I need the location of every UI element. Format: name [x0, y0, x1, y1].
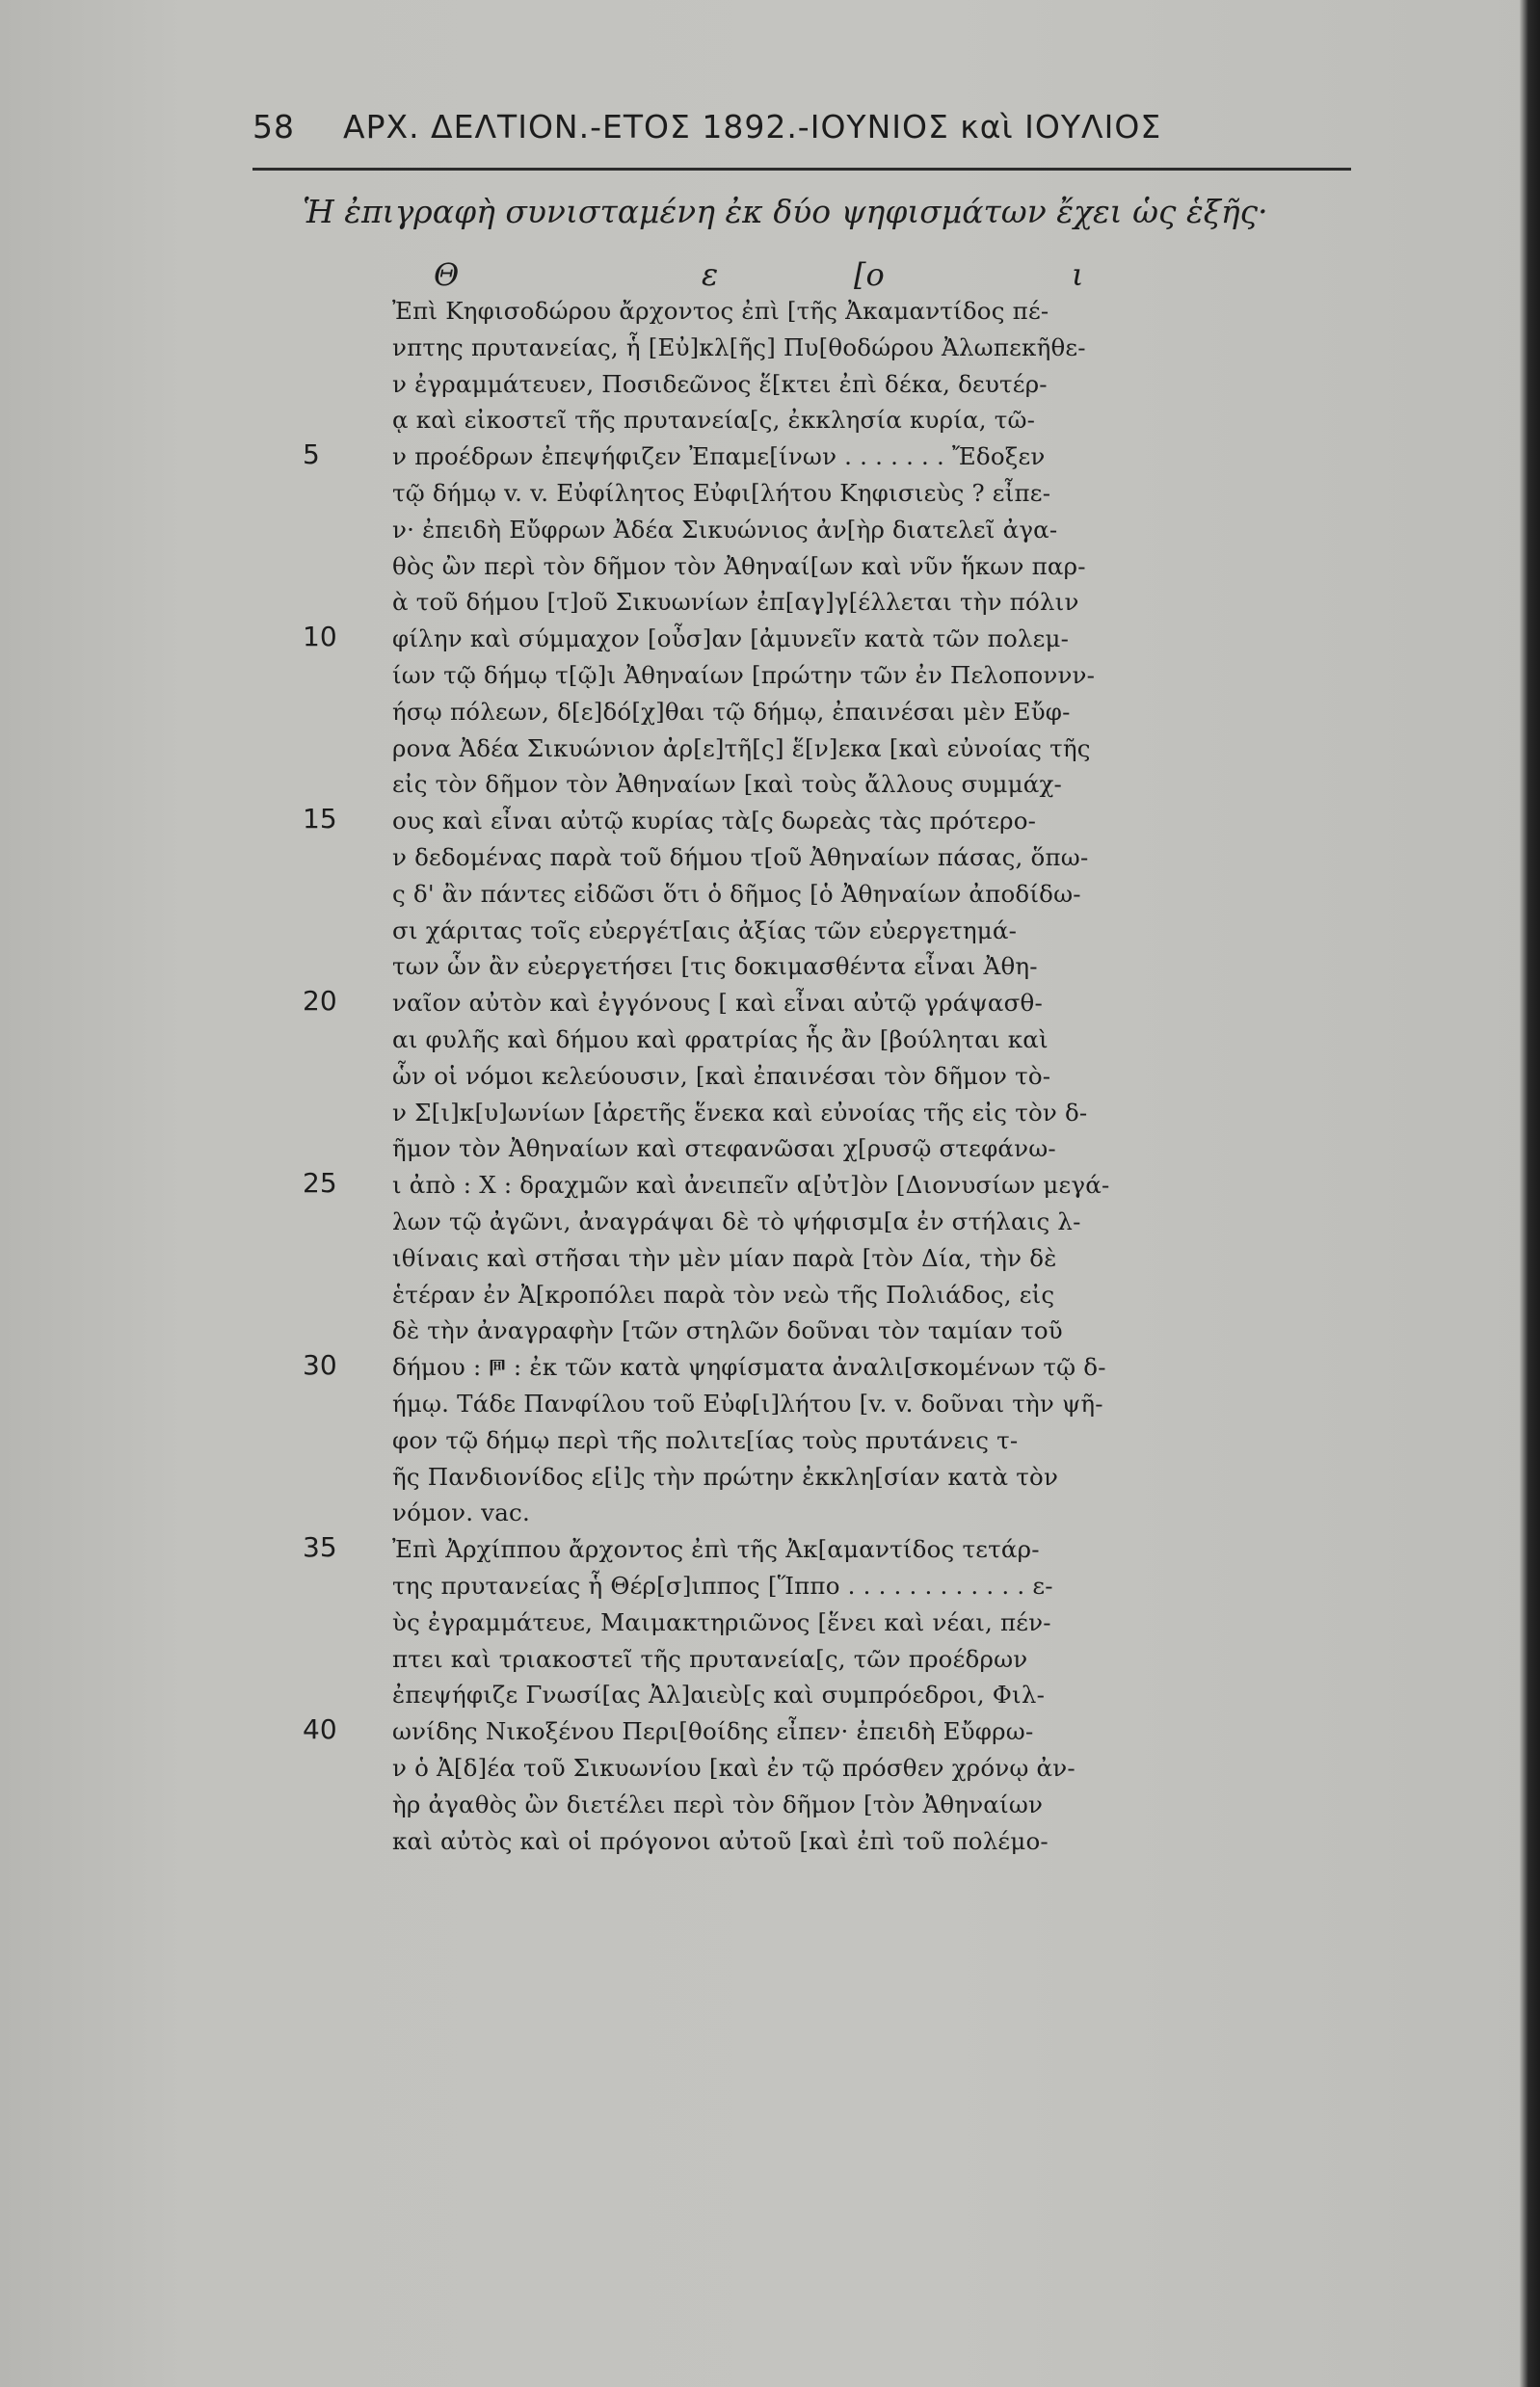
line-number: 20 [303, 985, 337, 1018]
inscription-line: Ἐπὶ Κηφισοδώρου ἄρχοντος ἐπὶ [τῆς Ἀκαμαντίδος πέ- [392, 297, 1049, 325]
inscription-line: ἑτέραν ἐν Ἀ[κροπόλει παρὰ τὸν νεὼ τῆς Πολιάδος, εἰς [392, 1280, 1055, 1309]
inscription-line: καὶ αὐτὸς καὶ οἱ πρόγονοι αὐτοῦ [καὶ ἐπὶ τοῦ πολέμο- [392, 1826, 1049, 1855]
line-number: 35 [303, 1531, 337, 1564]
inscription-line: ᾳ καὶ εἰκοστεῖ τῆς πρυτανεία[ς, ἐκκλησία κυρία, τῶ- [392, 406, 1036, 435]
running-title: ΑΡΧ. ΔΕΛΤΙΟΝ.-ΕΤΟΣ 1892.-ΙΟΥΝΙΟΣ καὶ ΙΟΥΛΙΟΣ [343, 108, 1162, 146]
page-header [252, 108, 1293, 156]
inscription-fragment-letter: ε [702, 256, 719, 293]
line-number: 25 [303, 1167, 337, 1200]
line-number: 30 [303, 1349, 337, 1382]
inscription-line: εἰς τὸν δῆμον τὸν Ἀθηναίων [καὶ τοὺς ἄλλους συμμάχ- [392, 770, 1062, 799]
inscription-line: ωνίδης Νικοξένου Περι[θοίδης εἶπεν· ἐπειδὴ Εὔφρω- [392, 1717, 1034, 1746]
inscription-line: τῷ δήμῳ v. v. Εὐφίλητος Εὐφι[λήτου Κηφισιεὺς ? εἶπε- [392, 479, 1051, 507]
line-number: 15 [303, 803, 337, 835]
inscription-line: ι ἀπὸ : Χ : δραχμῶν καὶ ἀνειπεῖν α[ὐτ]ὸν [Διονυσίων μεγά- [392, 1171, 1110, 1200]
inscription-line: ήμῳ. Τάδε Πανφίλου τοῦ Εὐφ[ι]λήτου [v. v. δοῦναι τὴν ψῆ- [392, 1390, 1103, 1418]
inscription-line: θὸς ὢν περὶ τὸν δῆμον τὸν Ἀθηναί[ων καὶ νῦν ἥκων παρ- [392, 551, 1086, 580]
inscription-fragment-letter: [ο [854, 256, 885, 293]
line-number: 5 [303, 438, 320, 471]
inscription-fragment-letter: ι [1072, 256, 1084, 293]
inscription-line: πτει καὶ τριακοστεῖ τῆς πρυτανεία[ς, τῶν προέδρων [392, 1644, 1028, 1673]
inscription-line: φίλην καὶ σύμμαχον [οὖσ]αν [ἀμυνεῖν κατὰ τῶν πολεμ- [392, 624, 1070, 653]
inscription-line: φον τῷ δήμῳ περὶ τῆς πολιτε[ίας τοὺς πρυτάνεις τ- [392, 1425, 1019, 1454]
inscription-line: Ἐπὶ Ἀρχίππου ἄρχοντος ἐπὶ τῆς Ἀκ[αμαντίδος τετάρ- [392, 1535, 1040, 1564]
inscription-line: ρονα Ἀδέα Σικυώνιον ἀρ[ε]τῆ[ς] ἕ[ν]εκα [καὶ εὐνοίας τῆς [392, 733, 1091, 762]
inscription-fragment-letter: Θ [434, 256, 460, 293]
inscription-line: ς δ' ἂν πάντες εἰδῶσι ὅτι ὁ δῆμος [ὁ Ἀθηναίων ἀποδίδω- [392, 879, 1081, 908]
page-number: 58 [252, 108, 295, 146]
inscription-line: ὺς ἐγραμμάτευε, Μαιμακτηριῶνος [ἕνει καὶ νέαι, πέν- [392, 1607, 1051, 1636]
inscription-line: ῆμον τὸν Ἀθηναίων καὶ στεφανῶσαι χ[ρυσῷ στεφάνω- [392, 1134, 1056, 1163]
scan-edge-shadow [1519, 0, 1540, 2387]
inscription-line: ιθίναις καὶ στῆσαι τὴν μὲν μίαν παρὰ [τὸν Δία, τὴν δὲ [392, 1243, 1057, 1272]
intro-sentence: Ἡ ἐπιγραφὴ συνισταμένη ἐκ δύο ψηφισμάτων ἔχει ὡς ἑξῆς· [303, 193, 1268, 230]
inscription-line: ν ἐγραμμάτευεν, Ποσιδεῶνος ἕ[κτει ἐπὶ δέκα, δευτέρ- [392, 369, 1048, 398]
inscription-line: νόμον. vac. [392, 1499, 530, 1527]
inscription-line: δὲ τὴν ἀναγραφὴν [τῶν στηλῶν δοῦναι τὸν ταμίαν τοῦ [392, 1316, 1063, 1345]
inscription-line: ὧν οἱ νόμοι κελεύουσιν, [καὶ ἐπαινέσαι τὸν δῆμον τὸ- [392, 1061, 1051, 1090]
inscription-line: ναῖον αὐτὸν καὶ ἐγγόνους [ καὶ εἶναι αὐτῷ γράψασθ- [392, 989, 1043, 1018]
inscription-line: ῆς Πανδιονίδος ε[ἰ]ς τὴν πρώτην ἐκκλη[σίαν κατὰ τὸν [392, 1462, 1059, 1491]
inscription-line: ν ὁ Ἀ[δ]έα τοῦ Σικυωνίου [καὶ ἐν τῷ πρόσθεν χρόνῳ ἀν- [392, 1754, 1075, 1782]
inscription-line: ν· ἐπειδὴ Εὔφρων Ἀδέα Σικυώνιος ἀν[ὴρ διατελεῖ ἀγα- [392, 515, 1058, 544]
inscription-line: της πρυτανείας ἧ Θέρ[σ]ιππος [Ἵππο . . . . . . . . . . . . ε- [392, 1572, 1053, 1600]
inscription-line: δήμου : 𐅅 : ἐκ τῶν κατὰ ψηφίσματα ἀναλι[σκομένων τῷ δ- [392, 1353, 1106, 1382]
inscription-line: ν προέδρων ἐπεψήφιζεν Ἐπαμε[ίνων . . . . . . . Ἔδοξεν [392, 442, 1046, 471]
inscription-line: των ὧν ἂν εὐεργετήσει [τις δοκιμασθέντα εἶναι Ἀθη- [392, 952, 1038, 981]
line-number: 10 [303, 621, 337, 653]
inscription-line: αι φυλῆς καὶ δήμου καὶ φρατρίας ἧς ἂν [βούληται καὶ [392, 1025, 1049, 1053]
inscription-line: ὴρ ἀγαθὸς ὢν διετέλει περὶ τὸν δῆμον [τὸν Ἀθηναίων [392, 1790, 1044, 1818]
inscription-line: ους καὶ εἶναι αὐτῷ κυρίας τὰ[ς δωρεὰς τὰς πρότερο- [392, 807, 1037, 835]
header-rule [252, 168, 1351, 171]
line-number: 40 [303, 1713, 337, 1746]
inscription-line: ν δεδομένας παρὰ τοῦ δήμου τ[οῦ Ἀθηναίων πάσας, ὅπω- [392, 843, 1089, 871]
inscription-line: λων τῷ ἀγῶνι, ἀναγράψαι δὲ τὸ ψήφισμ[α ἐν στήλαις λ- [392, 1207, 1081, 1235]
inscription-line: ὰ τοῦ δήμου [τ]οῦ Σικυωνίων ἐπ[αγ]γ[έλλεται τὴν πόλιν [392, 588, 1079, 617]
inscription-line: νπτης πρυτανείας, ἧ [Εὐ]κλ[ῆς] Πυ[θοδώρου Ἀλωπεκῆθε- [392, 332, 1086, 361]
inscription-line: σι χάριτας τοῖς εὐεργέτ[αις ἀξίας τῶν εὐεργετημά- [392, 915, 1018, 944]
inscription-line: ίων τῷ δήμῳ τ[ῷ]ι Ἀθηναίων [πρώτην τῶν ἐν Πελοποννν- [392, 661, 1096, 689]
inscription-line: ἐπεψήφιζε Γνωσί[ας Ἀλ]αιεὺ[ς καὶ συμπρόεδροι, Φιλ- [392, 1681, 1046, 1710]
inscription-line: ν Σ[ι]κ[υ]ωνίων [ἀρετῆς ἕνεκα καὶ εὐνοίας τῆς εἰς τὸν δ- [392, 1098, 1088, 1127]
inscription-line: ήσῳ πόλεων, δ[ε]δό[χ]θαι τῷ δήμῳ, ἐπαινέσαι μὲν Εὔφ- [392, 697, 1071, 726]
